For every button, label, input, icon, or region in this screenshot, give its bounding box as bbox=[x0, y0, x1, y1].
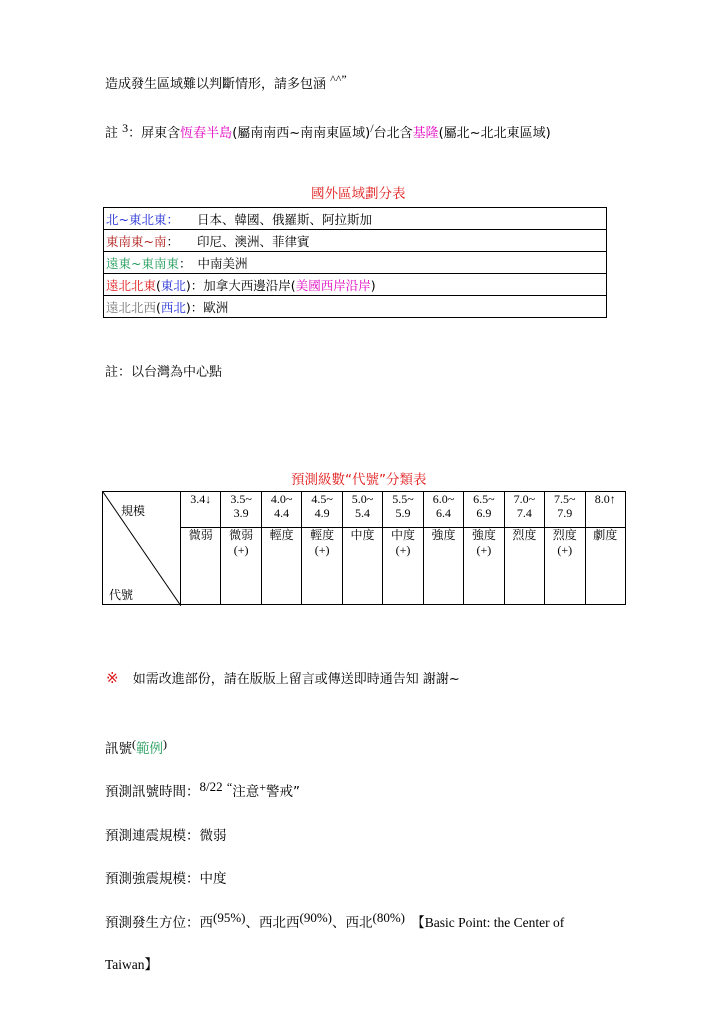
cell-text: 5.9 bbox=[395, 506, 411, 520]
level-cell bbox=[585, 528, 625, 605]
signal-paren: ) bbox=[163, 737, 167, 751]
region-sep: ： bbox=[166, 233, 179, 249]
region-countries: 日本、韓國、俄羅斯、阿拉斯加 bbox=[196, 211, 372, 227]
direction-3: 西北 bbox=[345, 915, 373, 931]
feedback-line bbox=[106, 668, 460, 687]
cell-text: 4.4 bbox=[274, 506, 290, 520]
cell-text: 3.5~ bbox=[230, 492, 252, 506]
level-cell bbox=[302, 528, 342, 605]
cell-text: 強度 bbox=[471, 528, 496, 542]
keelung-label: 基隆 bbox=[412, 126, 439, 141]
signal-heading bbox=[105, 737, 167, 757]
cell-text: 7.9 bbox=[557, 506, 573, 520]
strong-label: 預測強震規模： bbox=[105, 871, 200, 887]
range-cell bbox=[504, 492, 544, 528]
cell-text: 中度 bbox=[350, 528, 375, 542]
range-cell bbox=[181, 492, 221, 528]
cell-text: (+) bbox=[233, 543, 249, 557]
region-dir: 遠東~東南東 bbox=[106, 255, 179, 271]
cell-text: 輕度 bbox=[269, 528, 294, 542]
cell-text: 中度 bbox=[390, 528, 415, 542]
table-row bbox=[104, 274, 607, 296]
note-slash: / bbox=[370, 121, 374, 135]
region-dir: 遠北北東 bbox=[106, 277, 157, 293]
plus-mark: + bbox=[259, 780, 267, 794]
cell-text: 劇度 bbox=[593, 528, 618, 542]
direction-forecast bbox=[105, 911, 564, 931]
table-row bbox=[104, 252, 607, 274]
range-cell bbox=[423, 492, 463, 528]
forecast-time bbox=[105, 780, 300, 800]
forecast-time-text: 注意 bbox=[232, 784, 260, 800]
mag-table-title: 預測級數“代號”分類表 bbox=[291, 472, 427, 488]
range-cell bbox=[221, 492, 261, 528]
region-dir-alt: 東北 bbox=[160, 277, 186, 293]
cell-text: 輕度 bbox=[310, 528, 335, 542]
cell-text: 3.9 bbox=[233, 506, 249, 520]
region-dir-alt: 西北 bbox=[160, 299, 186, 315]
table-row bbox=[104, 208, 607, 230]
separator: 、 bbox=[245, 915, 259, 931]
header-code: 代號 bbox=[109, 588, 134, 602]
region-table bbox=[103, 207, 607, 318]
cell-text: 3.4↓ bbox=[190, 492, 212, 506]
direction-1: 西 bbox=[199, 915, 213, 931]
intro-line bbox=[105, 73, 347, 92]
quote-mark: “ bbox=[226, 780, 233, 794]
reference-mark-icon: ※ bbox=[106, 669, 119, 687]
level-cell bbox=[221, 528, 261, 605]
strong-scale bbox=[105, 867, 227, 887]
direction-3-pct: (80%) bbox=[372, 910, 405, 925]
region-sep: ： bbox=[166, 211, 179, 227]
cell-text: (+) bbox=[476, 543, 492, 557]
basic-point-text: Basic Point: the Center of bbox=[424, 915, 565, 930]
region-countries: )：歐洲 bbox=[185, 299, 229, 315]
range-cell bbox=[383, 492, 423, 528]
note-prefix: 註 bbox=[105, 126, 119, 141]
cell-text: 7.0~ bbox=[513, 492, 536, 506]
cell-text: 6.4 bbox=[435, 506, 451, 520]
intro-text: 造成發生區域難以判斷情形，請多包涵 bbox=[105, 77, 327, 92]
cell-text: 6.5~ bbox=[473, 492, 495, 506]
level-cell bbox=[423, 528, 463, 605]
note-number: 3 bbox=[122, 121, 129, 135]
region-paren: ) bbox=[370, 277, 376, 293]
table-row bbox=[103, 492, 626, 528]
cell-text: 6.0~ bbox=[432, 492, 455, 506]
hengchun-label: 恆春半島 bbox=[180, 126, 233, 141]
cell-text: 5.4 bbox=[355, 506, 371, 520]
cell-text: (+) bbox=[557, 543, 573, 557]
direction-2: 西北西 bbox=[259, 915, 300, 931]
note-text-a: ：屏東含 bbox=[128, 126, 181, 141]
quote-mark: ” bbox=[293, 784, 301, 800]
direction-label: 預測發生方位： bbox=[105, 915, 200, 931]
region-dir: 北~東北東 bbox=[106, 211, 167, 227]
cell-text: (+) bbox=[314, 543, 330, 557]
region-dir: 遠北北西 bbox=[106, 299, 157, 315]
level-cell bbox=[342, 528, 382, 605]
level-cell bbox=[383, 528, 423, 605]
table-row bbox=[104, 230, 607, 252]
cell-text: 烈度 bbox=[512, 528, 537, 542]
feedback-text: 如需改進部份，請在版版上留言或傳送即時通告知 謝謝~ bbox=[132, 672, 460, 687]
forecast-time-text2: 警戒 bbox=[266, 784, 294, 800]
region-countries-highlight: 美國西岸沿岸 bbox=[295, 277, 371, 293]
signal-example: 範例 bbox=[136, 741, 163, 757]
note-text-b: (屬南南西~南南東區域) bbox=[232, 126, 371, 141]
center-note: 註：以台灣為中心點 bbox=[105, 365, 223, 380]
range-cell bbox=[302, 492, 342, 528]
range-cell bbox=[585, 492, 625, 528]
forecast-time-label: 預測訊號時間： bbox=[105, 784, 200, 800]
bracket-open: 【 bbox=[411, 915, 425, 931]
cell-text: 烈度 bbox=[552, 528, 577, 542]
level-cell bbox=[261, 528, 301, 605]
level-cell bbox=[545, 528, 585, 605]
note-text-c: 台北含 bbox=[373, 126, 413, 141]
aftershock-value: 微弱 bbox=[199, 828, 227, 844]
signal-label: 訊號 bbox=[105, 741, 132, 757]
mag-table bbox=[102, 491, 626, 605]
header-scale: 規模 bbox=[121, 504, 146, 518]
range-cell bbox=[261, 492, 301, 528]
direction-forecast-cont bbox=[105, 953, 158, 973]
cell-text: 4.5~ bbox=[311, 492, 333, 506]
cell-text: 5.0~ bbox=[351, 492, 374, 506]
intro-tail: ^^” bbox=[330, 72, 347, 86]
range-cell bbox=[342, 492, 382, 528]
bracket-close: 】 bbox=[144, 957, 159, 973]
region-sep: ： bbox=[178, 255, 192, 271]
aftershock-scale bbox=[105, 824, 227, 844]
note-text-d: (屬北~北北東區域) bbox=[438, 126, 551, 141]
direction-1-pct: (95%) bbox=[213, 910, 246, 925]
cell-text: 微弱 bbox=[229, 528, 254, 542]
direction-2-pct: (90%) bbox=[299, 910, 332, 925]
aftershock-label: 預測連震規模： bbox=[105, 828, 200, 844]
range-cell bbox=[545, 492, 585, 528]
header-corner-cell bbox=[103, 492, 181, 605]
cell-text: 4.9 bbox=[314, 506, 330, 520]
table-row bbox=[104, 296, 607, 318]
level-cell bbox=[181, 528, 221, 605]
cell-text: 4.0~ bbox=[270, 492, 293, 506]
region-paren: ( bbox=[156, 277, 161, 293]
level-cell bbox=[504, 528, 544, 605]
region-dir: 東南東~南 bbox=[106, 233, 167, 249]
cell-text: 5.5~ bbox=[392, 492, 414, 506]
region-countries: 印尼、澳洲、菲律賓 bbox=[196, 233, 310, 249]
cell-text: (+) bbox=[395, 543, 411, 557]
strong-value: 中度 bbox=[199, 871, 227, 887]
forecast-time-value: 8/22 bbox=[199, 779, 223, 794]
cell-text: 微弱 bbox=[188, 528, 213, 542]
note-3 bbox=[105, 122, 551, 141]
cell-text: 強度 bbox=[431, 528, 456, 542]
basic-point-text2: Taiwan bbox=[105, 957, 145, 972]
cell-text: 8.0↑ bbox=[594, 492, 616, 506]
signal-paren: ( bbox=[132, 737, 136, 751]
region-countries: )：加拿大西邊沿岸( bbox=[185, 277, 296, 293]
range-cell bbox=[464, 492, 504, 528]
cell-text: 7.5~ bbox=[554, 492, 576, 506]
cell-text: 6.9 bbox=[476, 506, 492, 520]
level-cell bbox=[464, 528, 504, 605]
region-table-title: 國外區域劃分表 bbox=[311, 186, 406, 202]
region-countries: 中南美洲 bbox=[197, 255, 248, 271]
separator: 、 bbox=[332, 915, 346, 931]
region-paren: ( bbox=[156, 299, 161, 315]
cell-text: 7.4 bbox=[516, 506, 532, 520]
